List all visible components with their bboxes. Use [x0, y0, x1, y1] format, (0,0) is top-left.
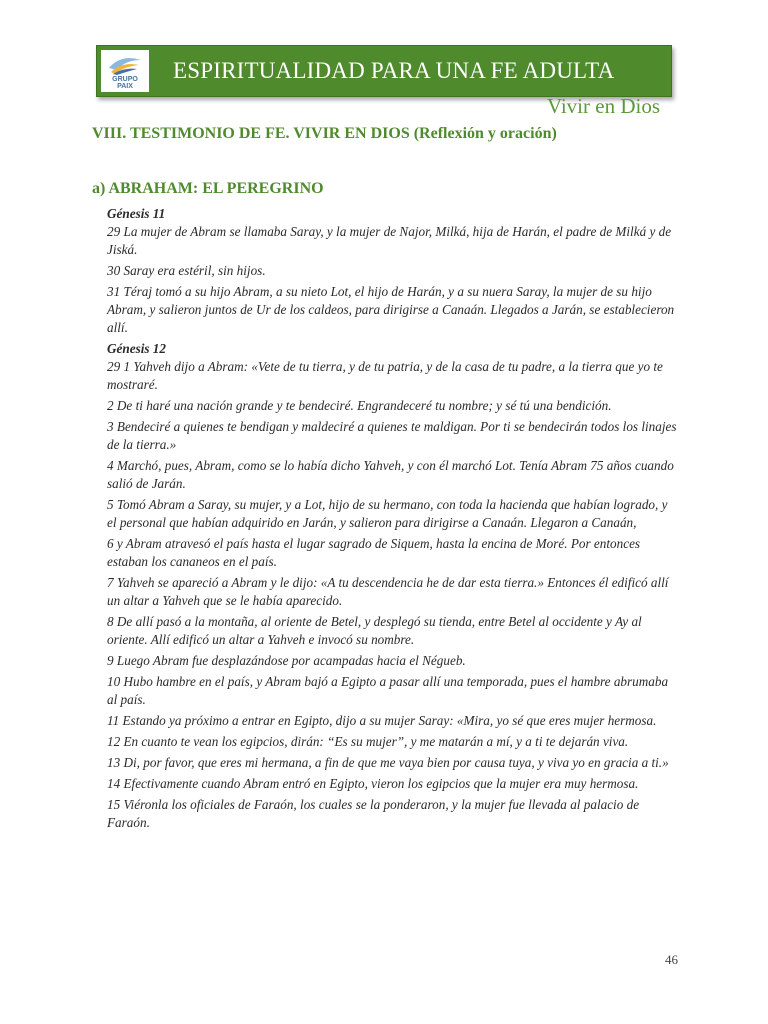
scripture-reference: Génesis 11: [107, 206, 166, 221]
verse-paragraph: 4 Marchó, pues, Abram, como se lo había dicho Yahveh, y con él marchó Lot. Tenía Abram 75 años cuando salió de Jarán.: [107, 458, 674, 491]
verse-paragraph: 7 Yahveh se apareció a Abram y le dijo: «A tu descendencia he de dar esta tierra.» Entonces él edificó allí un altar a Yahveh que se le había aparecido.: [107, 575, 669, 608]
sub-heading: a) ABRAHAM: EL PEREGRINO: [92, 180, 324, 197]
verse-paragraph: 30 Saray era estéril, sin hijos.: [107, 263, 266, 278]
verse-paragraph: 29 1 Yahveh dijo a Abram: «Vete de tu tierra, y de tu patria, y de la casa de tu padre, a la tierra que yo te mostraré.: [107, 359, 663, 392]
logo-text: [101, 76, 149, 90]
verse-paragraph: 2 De ti haré una nación grande y te bendeciré. Engrandeceré tu nombre; y sé tú una bendición.: [107, 398, 612, 413]
dove-logo-icon: [107, 54, 143, 76]
logo: [101, 50, 149, 92]
logo-line-2: PAIX: [117, 83, 133, 90]
verse-paragraph: 5 Tomó Abram a Saray, su mujer, y a Lot, hijo de su hermano, con toda la hacienda que habían logrado, y el personal que habían adquirido en Jarán, y salieron para dirigirse a Canaán. Llegaron a Canaán,: [107, 497, 668, 530]
verse-paragraph: 29 La mujer de Abram se llamaba Saray, y la mujer de Najor, Milká, hija de Harán, el padre de Milká y de Jiská.: [107, 224, 672, 257]
verse-paragraph: 9 Luego Abram fue desplazándose por acampadas hacia el Négueb.: [107, 653, 466, 668]
verse-paragraph: 11 Estando ya próximo a entrar en Egipto, dijo a su mujer Saray: «Mira, yo sé que eres mujer hermosa.: [107, 713, 657, 728]
verse-paragraph: 10 Hubo hambre en el país, y Abram bajó a Egipto a pasar allí una temporada, pues el hambre abrumaba al país.: [107, 674, 669, 707]
logo-line-1: GRUPO: [112, 76, 138, 83]
verse-paragraph: 8 De allí pasó a la montaña, al oriente de Betel, y desplegó su tienda, entre Betel al occidente y Ay al oriente. Allí edificó un altar a Yahveh e invocó su nombre.: [107, 614, 642, 647]
scripture-reference: Génesis 12: [107, 341, 166, 356]
verse-paragraph: 31 Téraj tomó a su hijo Abram, a su nieto Lot, el hijo de Harán, y a su nuera Saray, la mujer de su hijo Abram, y salieron juntos de Ur de los caldeos, para dirigirse a Canaán. Llegados a Jarán, se establecieron allí.: [107, 284, 675, 335]
header-banner: [96, 45, 672, 97]
verse-paragraph: 3 Bendeciré a quienes te bendigan y maldeciré a quienes te maldigan. Por ti se bendecirán todos los linajes de la tierra.»: [107, 419, 677, 452]
verse-paragraph: 14 Efectivamente cuando Abram entró en Egipto, vieron los egipcios que la mujer era muy hermosa.: [107, 776, 639, 791]
verse-paragraph: 6 y Abram atravesó el país hasta el lugar sagrado de Siquem, hasta la encina de Moré. Por entonces estaban los cananeos en el país.: [107, 536, 641, 569]
section-heading: VIII. TESTIMONIO DE FE. VIVIR EN DIOS (Reflexión y oración): [92, 125, 557, 142]
document-subtitle: Vivir en Dios: [546, 94, 660, 118]
verse-paragraph: 13 Di, por favor, que eres mi hermana, a fin de que me vaya bien por causa tuya, y viva yo en gracia a ti.»: [107, 755, 669, 770]
scripture-text: [107, 205, 679, 835]
verse-paragraph: 12 En cuanto te vean los egipcios, dirán: “Es su mujer”, y me matarán a mí, y a ti te dejarán viva.: [107, 734, 629, 749]
banner-title: ESPIRITUALIDAD PARA UNA FE ADULTA: [173, 58, 615, 83]
page-number: 46: [665, 952, 678, 967]
verse-paragraph: 15 Viéronla los oficiales de Faraón, los cuales se la ponderaron, y la mujer fue llevada al palacio de Faraón.: [107, 797, 640, 830]
